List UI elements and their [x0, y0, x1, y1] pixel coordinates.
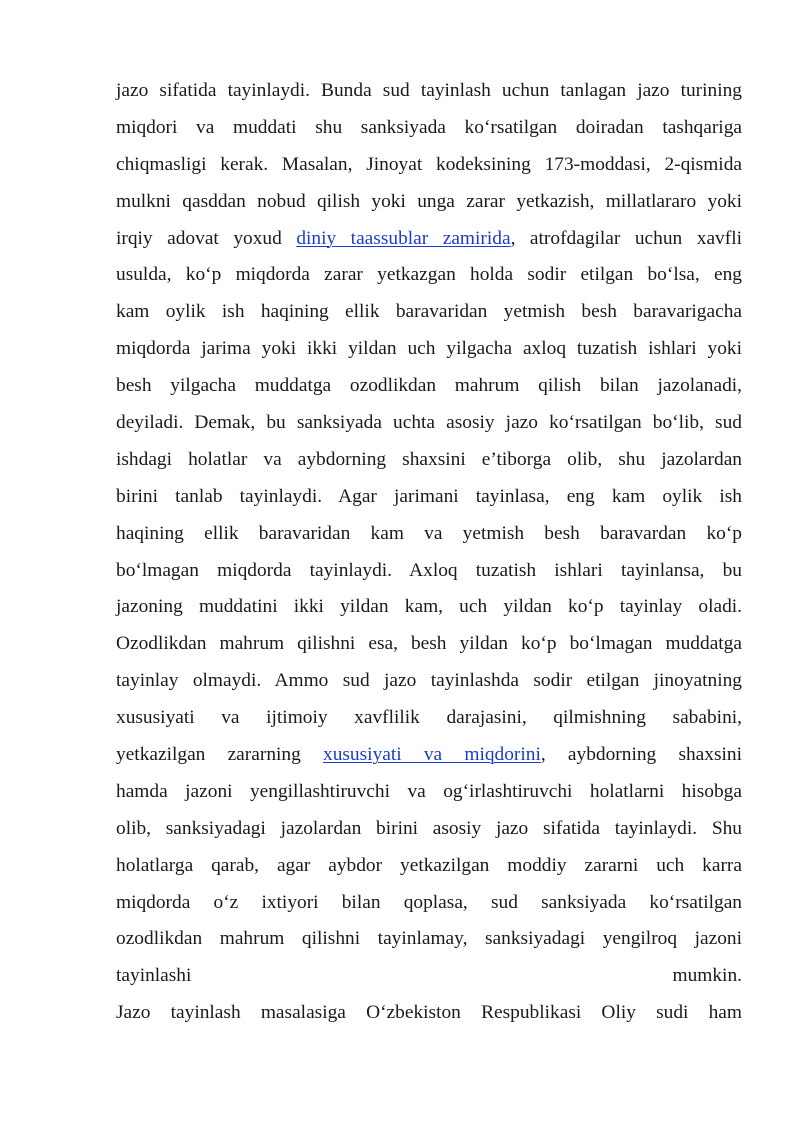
- text-line: ozodlikdan mahrum qilishni tayinlamay, sanksiyadagi yengilroq jazoni: [116, 928, 742, 950]
- text-line: birini tanlab tayinlaydi. Agar jarimani tayinlasa, eng kam oylik ish: [116, 485, 742, 507]
- text-line: usulda, ko‘p miqdorda zarar yetkazgan holda sodir etilgan bo‘lsa, eng: [116, 264, 742, 286]
- text-line: [116, 221, 742, 258]
- text-line: jazo sifatida tayinlaydi. Bunda sud tayinlash uchun tanlagan jazo turining: [116, 80, 742, 101]
- text-line: hamda jazoni yengillashtiruvchi va og‘irlashtiruvchi holatlarni hisobga: [116, 780, 742, 802]
- text-line: deyiladi. Demak, bu sanksiyada uchta asosiy jazo ko‘rsatilgan bo‘lib, sud: [116, 412, 742, 434]
- text-line: holatlarga qarab, agar aybdor yetkazilgan moddiy zararni uch karra: [116, 854, 742, 876]
- text-line: kam oylik ish haqining ellik baravaridan yetmish besh baravarigacha: [116, 301, 742, 323]
- text-line: Jazo tayinlash masalasiga O‘zbekiston Respublikasi Oliy sudi ham: [116, 1002, 742, 1024]
- text-line: besh yilgacha muddatga ozodlikdan mahrum qilish bilan jazolanadi,: [116, 375, 742, 397]
- text-line: [116, 737, 742, 774]
- inline-link[interactable]: xususiyati va miqdorini: [323, 744, 541, 766]
- text-line: chiqmasligi kerak. Masalan, Jinoyat kodeksining 173-moddasi, 2-qismida: [116, 153, 742, 175]
- text-line: miqdorda jarima yoki ikki yildan uch yilgacha axloq tuzatish ishlari yoki: [116, 338, 742, 360]
- inline-link[interactable]: diniy taassublar zamirida: [296, 227, 511, 249]
- line-text-after: , aybdorning shaxsini: [540, 744, 743, 766]
- text-line: bo‘lmagan miqdorda tayinlaydi. Axloq tuzatish ishlari tayinlansa, bu: [116, 559, 742, 581]
- text-line: miqdorda o‘z ixtiyori bilan qoplasa, sud sanksiyada ko‘rsatilgan: [116, 891, 742, 913]
- line-text-after: , atrofdagilar uchun xavfli: [510, 227, 742, 249]
- text-line: Ozodlikdan mahrum qilishni esa, besh yildan ko‘p bo‘lmagan muddatga: [116, 633, 742, 655]
- line-text-before: irqiy adovat yoxud: [116, 227, 297, 249]
- text-line: mulkni qasddan nobud qilish yoki unga zarar yetkazish, millatlararo yoki: [116, 190, 742, 212]
- text-line: [116, 958, 742, 995]
- line-text-before: yetkazilgan zararning: [116, 744, 323, 766]
- text-line: haqining ellik baravaridan kam va yetmish besh baravardan ko‘p: [116, 522, 742, 544]
- text-line: xususiyati va ijtimoiy xavflilik darajasini, qilmishning sababini,: [116, 707, 742, 729]
- text-line: tayinlay olmaydi. Ammo sud jazo tayinlashda sodir etilgan jinoyatning: [116, 670, 742, 692]
- text-line: olib, sanksiyadagi jazolardan birini asosiy jazo sifatida tayinlaydi. Shu: [116, 817, 742, 839]
- text-line: miqdori va muddati shu sanksiyada ko‘rsatilgan doiradan tashqariga: [116, 116, 742, 138]
- body-text: [116, 73, 742, 1032]
- text-line: jazoning muddatini ikki yildan kam, uch yildan ko‘p tayinlay oladi.: [116, 596, 742, 618]
- line-text-right: mumkin.: [672, 965, 742, 987]
- text-line: ishdagi holatlar va aybdorning shaxsini e’tiborga olib, shu jazolardan: [116, 448, 742, 470]
- line-text-left: tayinlashi: [116, 965, 192, 987]
